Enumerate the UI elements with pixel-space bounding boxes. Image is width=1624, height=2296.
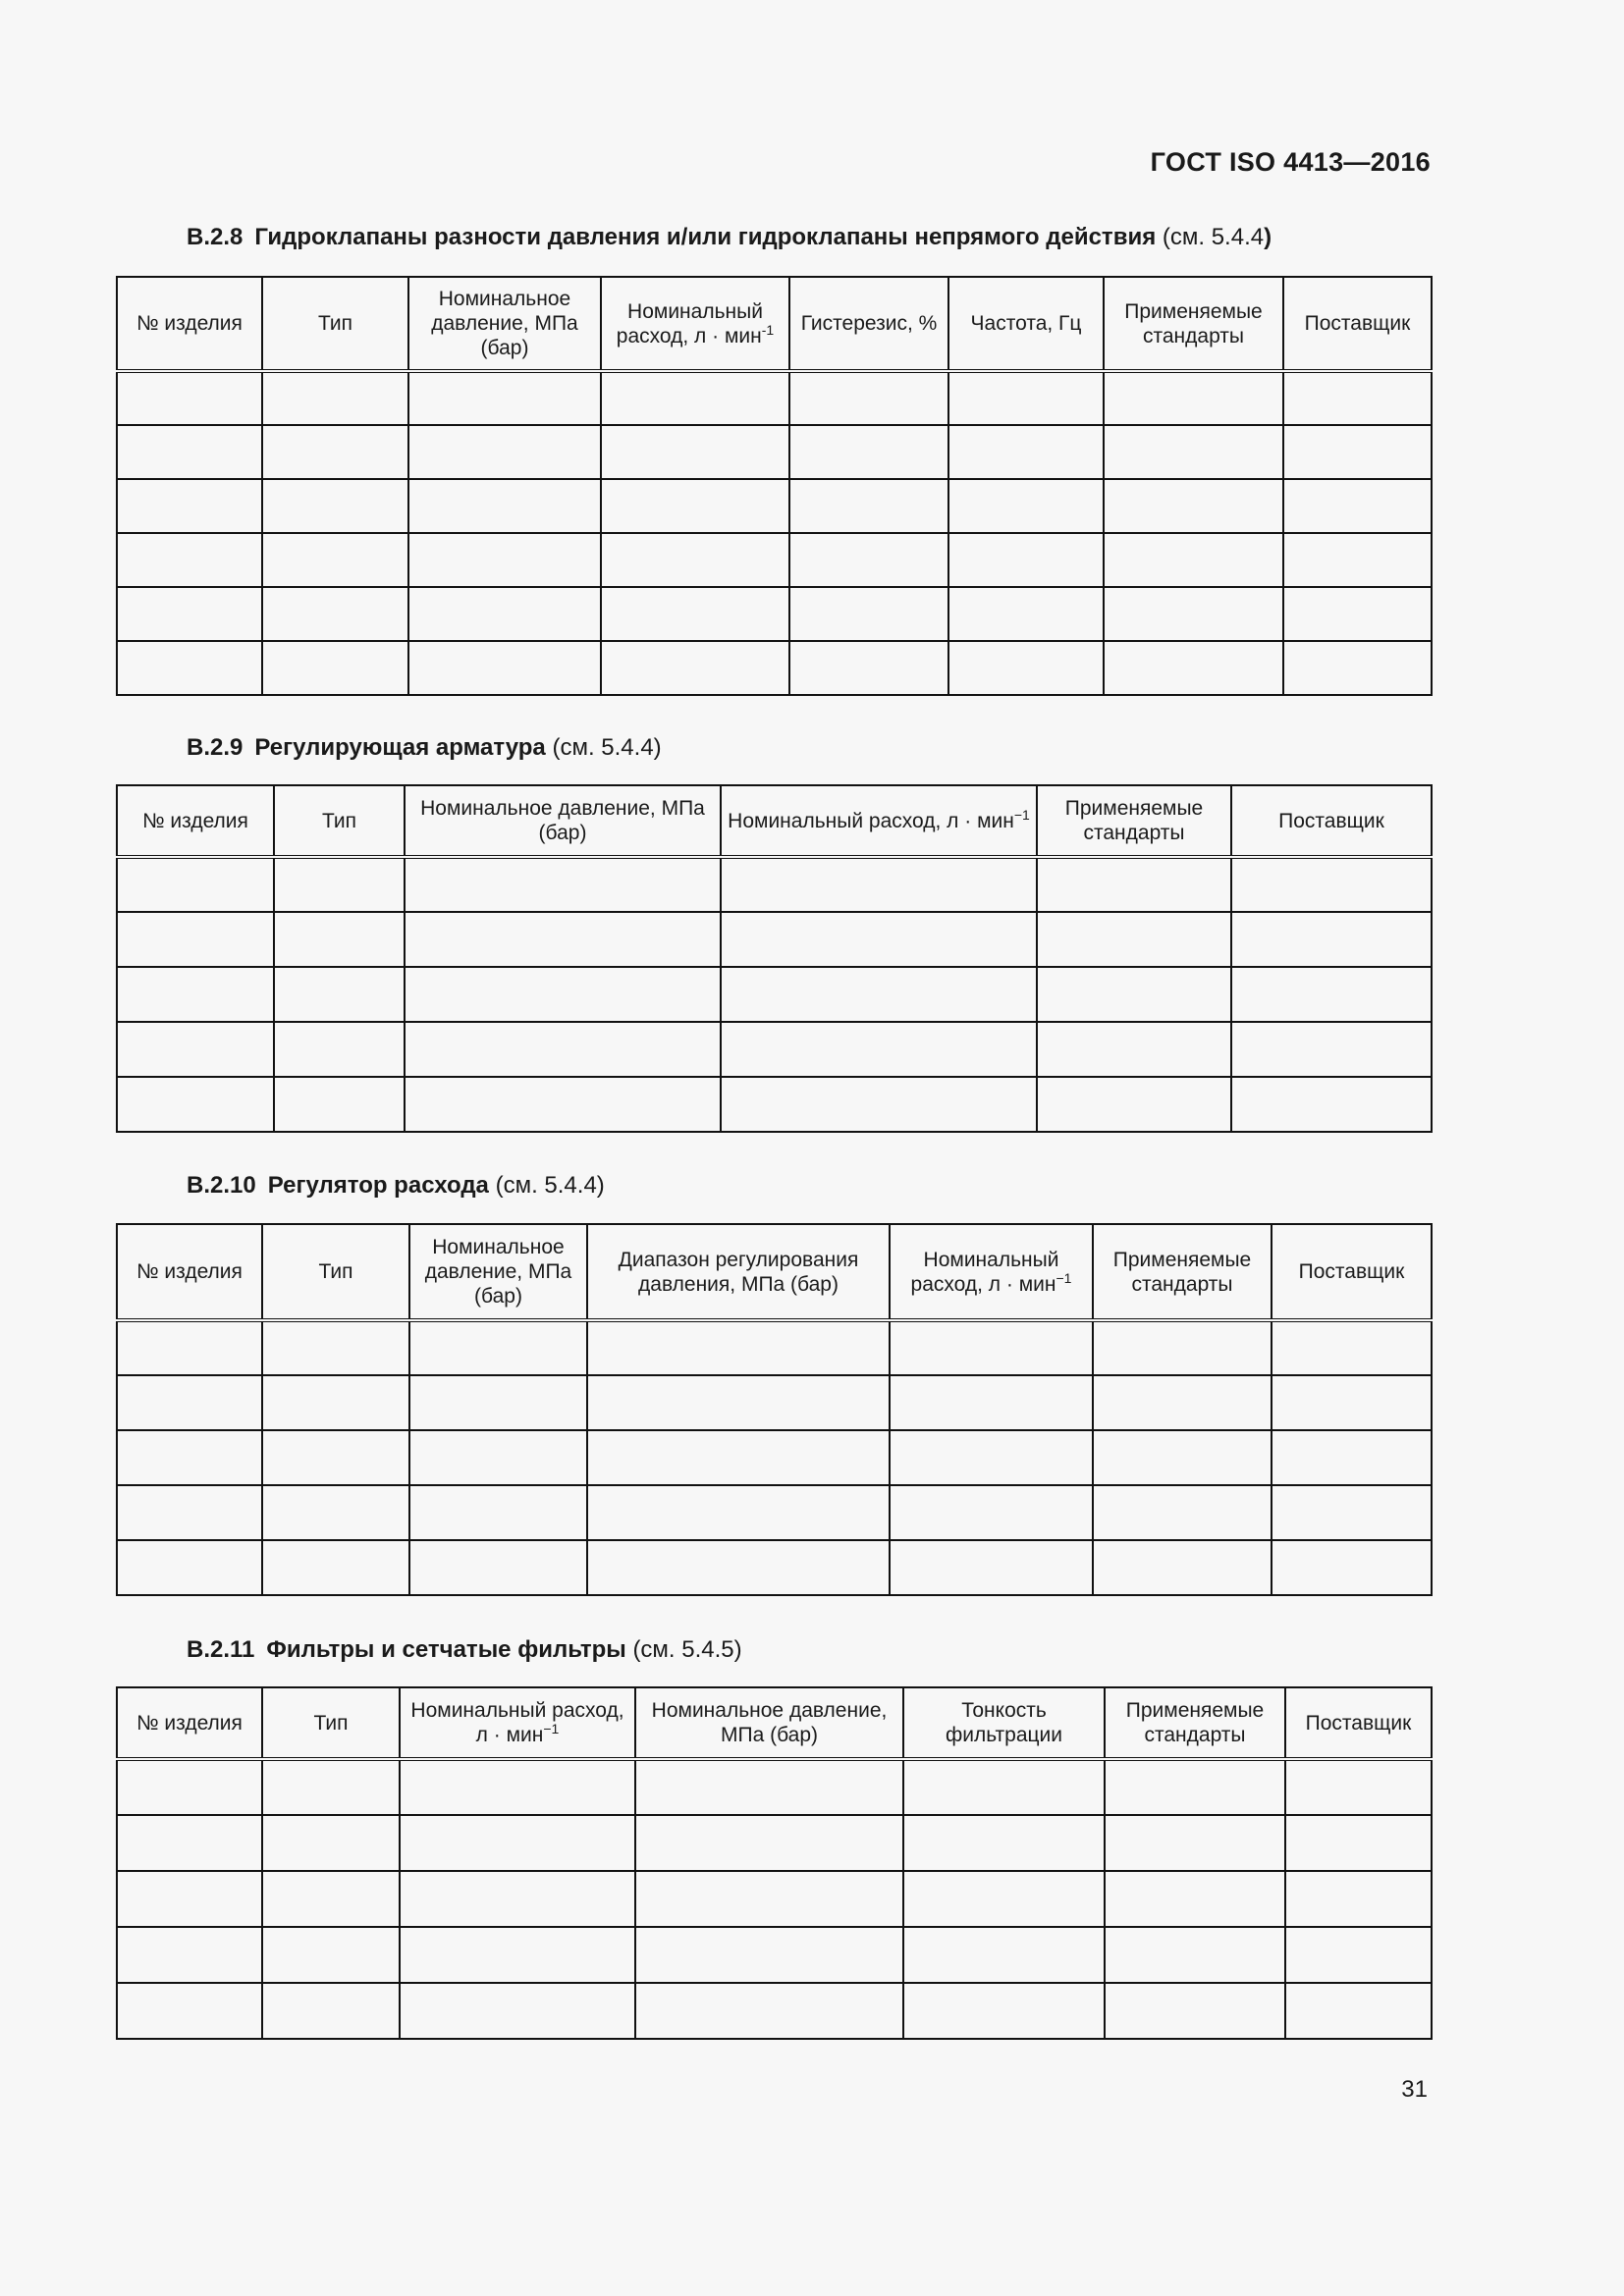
table-b28 bbox=[116, 276, 1433, 696]
column-header-superscript: −1 bbox=[543, 1721, 560, 1736]
table-row bbox=[117, 912, 1432, 967]
section-number: B.2.9 bbox=[187, 734, 244, 761]
table-cell[interactable] bbox=[601, 425, 789, 479]
table-cell[interactable] bbox=[262, 533, 408, 587]
table-cell[interactable] bbox=[409, 1320, 587, 1375]
column-header bbox=[1283, 277, 1432, 371]
table-b29 bbox=[116, 784, 1433, 1133]
section-title-b210 bbox=[187, 1172, 605, 1200]
section-reference-close: ) bbox=[1264, 224, 1272, 250]
section-reference: (см. 5.4.4 bbox=[1162, 224, 1265, 250]
table-cell[interactable] bbox=[1272, 1320, 1432, 1375]
table-row bbox=[117, 533, 1432, 587]
table-cell[interactable] bbox=[1037, 967, 1231, 1022]
table-row bbox=[117, 1540, 1432, 1595]
table-cell[interactable] bbox=[890, 1320, 1093, 1375]
section-reference: (см. 5.4.4) bbox=[552, 734, 662, 761]
table-cell[interactable] bbox=[262, 1983, 400, 2039]
page-number: 31 bbox=[1401, 2076, 1428, 2103]
table-cell[interactable] bbox=[948, 587, 1104, 641]
table-cell[interactable] bbox=[789, 479, 948, 533]
table-cell[interactable] bbox=[117, 425, 262, 479]
column-header-text: № изделия bbox=[136, 1260, 243, 1283]
table-row bbox=[117, 1485, 1432, 1540]
column-header bbox=[117, 785, 274, 857]
table-cell[interactable] bbox=[408, 371, 601, 425]
table-cell[interactable] bbox=[1037, 912, 1231, 967]
table-cell[interactable] bbox=[890, 1540, 1093, 1595]
column-header-superscript: −1 bbox=[1056, 1269, 1072, 1286]
table-cell[interactable] bbox=[721, 857, 1037, 912]
table-row bbox=[117, 1375, 1432, 1430]
table-cell[interactable] bbox=[274, 912, 405, 967]
section-name: Регулирующая арматура bbox=[254, 734, 546, 761]
table-cell[interactable] bbox=[117, 1983, 262, 2039]
column-header-superscript: −1 bbox=[1013, 806, 1030, 823]
column-header bbox=[117, 1687, 262, 1759]
section-number: B.2.10 bbox=[187, 1172, 256, 1199]
table-cell[interactable] bbox=[117, 1927, 262, 1983]
table-cell[interactable] bbox=[789, 425, 948, 479]
table-cell[interactable] bbox=[117, 1077, 274, 1132]
section-number: B.2.11 bbox=[187, 1636, 255, 1663]
column-header-text: Номинальный расход, л · мин bbox=[410, 1699, 624, 1746]
column-header bbox=[1037, 785, 1231, 857]
column-header-text: Номинальное давление, МПа (бар) bbox=[651, 1699, 888, 1746]
table-cell[interactable] bbox=[1105, 1759, 1285, 1815]
column-header bbox=[117, 277, 262, 371]
table-cell[interactable] bbox=[262, 641, 408, 695]
table-cell[interactable] bbox=[635, 1927, 903, 1983]
table-cell[interactable] bbox=[1105, 1815, 1285, 1871]
table-cell[interactable] bbox=[948, 641, 1104, 695]
section-title-b211 bbox=[187, 1636, 742, 1664]
section-reference: (см. 5.4.5) bbox=[632, 1636, 742, 1663]
table-cell[interactable] bbox=[1037, 1022, 1231, 1077]
column-header-text: Применяемые стандарты bbox=[1112, 1248, 1252, 1296]
table-cell[interactable] bbox=[400, 1927, 635, 1983]
table-cell[interactable] bbox=[601, 641, 789, 695]
table-cell[interactable] bbox=[1231, 967, 1432, 1022]
table-row bbox=[117, 1759, 1432, 1815]
table-cell[interactable] bbox=[1283, 479, 1432, 533]
table-cell[interactable] bbox=[1104, 425, 1283, 479]
column-header-superscript: -1 bbox=[761, 321, 775, 338]
table-cell[interactable] bbox=[274, 1022, 405, 1077]
table-cell[interactable] bbox=[408, 641, 601, 695]
table-cell[interactable] bbox=[117, 587, 262, 641]
table-cell[interactable] bbox=[1104, 479, 1283, 533]
column-header bbox=[635, 1687, 903, 1759]
table-cell[interactable] bbox=[1093, 1485, 1272, 1540]
table-cell[interactable] bbox=[1104, 641, 1283, 695]
table-cell[interactable] bbox=[1231, 1077, 1432, 1132]
table-cell[interactable] bbox=[1283, 533, 1432, 587]
table-cell[interactable] bbox=[721, 912, 1037, 967]
table-row bbox=[117, 1430, 1432, 1485]
table-cell[interactable] bbox=[117, 1871, 262, 1927]
table-cell[interactable] bbox=[587, 1540, 890, 1595]
column-header-text: Применяемые стандарты bbox=[1124, 299, 1263, 347]
column-header bbox=[890, 1224, 1093, 1320]
column-header-text: Применяемые стандарты bbox=[1125, 1699, 1265, 1746]
section-name: Фильтры и сетчатые фильтры bbox=[266, 1636, 626, 1663]
table-cell[interactable] bbox=[262, 1871, 400, 1927]
column-header bbox=[789, 277, 948, 371]
table-cell[interactable] bbox=[890, 1485, 1093, 1540]
table-cell[interactable] bbox=[405, 857, 721, 912]
column-header bbox=[408, 277, 601, 371]
table-cell[interactable] bbox=[721, 967, 1037, 1022]
table-cell[interactable] bbox=[890, 1430, 1093, 1485]
table-cell[interactable] bbox=[789, 641, 948, 695]
table-cell[interactable] bbox=[1105, 1927, 1285, 1983]
table-cell[interactable] bbox=[117, 1815, 262, 1871]
table-cell[interactable] bbox=[1231, 1022, 1432, 1077]
table-cell[interactable] bbox=[117, 1540, 262, 1595]
table-cell[interactable] bbox=[587, 1375, 890, 1430]
column-header bbox=[1105, 1687, 1285, 1759]
column-header bbox=[117, 1224, 262, 1320]
table-b210 bbox=[116, 1223, 1433, 1596]
table-cell[interactable] bbox=[117, 1375, 262, 1430]
column-header-text: Номинальный расход, л · мин bbox=[910, 1248, 1059, 1296]
column-header-text: Тонкость фильтрации bbox=[945, 1699, 1063, 1746]
column-header-text: Поставщик bbox=[1305, 1711, 1412, 1735]
column-header bbox=[721, 785, 1037, 857]
column-header bbox=[903, 1687, 1105, 1759]
column-header bbox=[262, 1224, 409, 1320]
table-cell[interactable] bbox=[405, 967, 721, 1022]
table-cell[interactable] bbox=[635, 1759, 903, 1815]
table-cell[interactable] bbox=[409, 1375, 587, 1430]
table-cell[interactable] bbox=[1104, 533, 1283, 587]
table-cell[interactable] bbox=[117, 967, 274, 1022]
table-body bbox=[117, 785, 1432, 1132]
table-cell[interactable] bbox=[903, 1871, 1105, 1927]
table-cell[interactable] bbox=[262, 1815, 400, 1871]
table-cell[interactable] bbox=[1272, 1540, 1432, 1595]
table-cell[interactable] bbox=[1104, 587, 1283, 641]
table-cell[interactable] bbox=[1283, 371, 1432, 425]
table-cell[interactable] bbox=[409, 1430, 587, 1485]
table-row bbox=[117, 1022, 1432, 1077]
column-header bbox=[262, 1687, 400, 1759]
header-row bbox=[117, 785, 1432, 857]
table-cell[interactable] bbox=[890, 1375, 1093, 1430]
table-cell[interactable] bbox=[601, 587, 789, 641]
table-row bbox=[117, 1871, 1432, 1927]
column-header-text: Гистерезис, % bbox=[800, 312, 938, 335]
table-cell[interactable] bbox=[409, 1540, 587, 1595]
table-cell[interactable] bbox=[587, 1430, 890, 1485]
table-cell[interactable] bbox=[262, 1320, 409, 1375]
table-cell[interactable] bbox=[262, 1375, 409, 1430]
table-cell[interactable] bbox=[117, 371, 262, 425]
column-header-text: Номинальный расход, л · мин bbox=[616, 299, 763, 347]
table-b211 bbox=[116, 1686, 1433, 2040]
table-cell[interactable] bbox=[635, 1871, 903, 1927]
table-cell[interactable] bbox=[262, 587, 408, 641]
table-body bbox=[117, 277, 1432, 695]
column-header bbox=[1272, 1224, 1432, 1320]
column-header bbox=[601, 277, 789, 371]
table-row bbox=[117, 1927, 1432, 1983]
table-cell[interactable] bbox=[408, 479, 601, 533]
column-header bbox=[400, 1687, 635, 1759]
column-header-text: Тип bbox=[318, 1260, 353, 1283]
table-cell[interactable] bbox=[789, 587, 948, 641]
table-cell[interactable] bbox=[601, 371, 789, 425]
table-cell[interactable] bbox=[1285, 1759, 1432, 1815]
table-cell[interactable] bbox=[1283, 425, 1432, 479]
table-cell[interactable] bbox=[274, 1077, 405, 1132]
table-row bbox=[117, 371, 1432, 425]
table-row bbox=[117, 1320, 1432, 1375]
column-header-text: Тип bbox=[321, 809, 356, 832]
column-header bbox=[1285, 1687, 1432, 1759]
header-row bbox=[117, 1224, 1432, 1320]
table-cell[interactable] bbox=[948, 533, 1104, 587]
table-row bbox=[117, 1815, 1432, 1871]
table-cell[interactable] bbox=[117, 1430, 262, 1485]
table-cell[interactable] bbox=[262, 1540, 409, 1595]
table-cell[interactable] bbox=[117, 1320, 262, 1375]
table-cell[interactable] bbox=[400, 1983, 635, 2039]
table-row bbox=[117, 587, 1432, 641]
table-cell[interactable] bbox=[1285, 1927, 1432, 1983]
section-name: Регулятор расхода bbox=[267, 1172, 489, 1199]
column-header bbox=[587, 1224, 890, 1320]
column-header-text: № изделия bbox=[136, 312, 243, 335]
table-row bbox=[117, 857, 1432, 912]
table-cell[interactable] bbox=[1093, 1540, 1272, 1595]
column-header-text: Номинальное давление, МПа (бар) bbox=[431, 288, 578, 359]
table-cell[interactable] bbox=[789, 371, 948, 425]
table-cell[interactable] bbox=[262, 1430, 409, 1485]
table-cell[interactable] bbox=[721, 1022, 1037, 1077]
table-cell[interactable] bbox=[903, 1983, 1105, 2039]
table-cell[interactable] bbox=[948, 479, 1104, 533]
table-cell[interactable] bbox=[400, 1871, 635, 1927]
column-header bbox=[1231, 785, 1432, 857]
table-cell[interactable] bbox=[587, 1485, 890, 1540]
column-header-text: Поставщик bbox=[1304, 312, 1411, 335]
table-cell[interactable] bbox=[1037, 857, 1231, 912]
table-cell[interactable] bbox=[117, 1022, 274, 1077]
table-cell[interactable] bbox=[117, 857, 274, 912]
table-cell[interactable] bbox=[262, 425, 408, 479]
header-row bbox=[117, 1687, 1432, 1759]
column-header bbox=[405, 785, 721, 857]
section-title-b29 bbox=[187, 734, 662, 762]
column-header-text: Номинальное давление, МПа (бар) bbox=[424, 1236, 572, 1308]
column-header bbox=[1093, 1224, 1272, 1320]
column-header-text: Тип bbox=[313, 1711, 349, 1735]
column-header bbox=[1104, 277, 1283, 371]
table-row bbox=[117, 967, 1432, 1022]
column-header bbox=[274, 785, 405, 857]
document-header: ГОСТ ISO 4413—2016 bbox=[1150, 147, 1431, 177]
table-cell[interactable] bbox=[721, 1077, 1037, 1132]
table-row bbox=[117, 1983, 1432, 2039]
column-header-text: Поставщик bbox=[1278, 809, 1384, 832]
table-cell[interactable] bbox=[1093, 1320, 1272, 1375]
table-cell[interactable] bbox=[903, 1815, 1105, 1871]
column-header-text: Номинальный расход, л · мин bbox=[728, 809, 1014, 832]
table-cell[interactable] bbox=[948, 371, 1104, 425]
table-cell[interactable] bbox=[117, 533, 262, 587]
table-cell[interactable] bbox=[1104, 371, 1283, 425]
table-cell[interactable] bbox=[1105, 1983, 1285, 2039]
table-cell[interactable] bbox=[274, 857, 405, 912]
column-header bbox=[409, 1224, 587, 1320]
column-header bbox=[262, 277, 408, 371]
table-cell[interactable] bbox=[117, 1485, 262, 1540]
table-cell[interactable] bbox=[1283, 641, 1432, 695]
table-cell[interactable] bbox=[405, 912, 721, 967]
table-cell[interactable] bbox=[262, 1485, 409, 1540]
table-cell[interactable] bbox=[408, 587, 601, 641]
column-header-text: Частота, Гц bbox=[970, 312, 1082, 335]
table-cell[interactable] bbox=[635, 1983, 903, 2039]
table-cell[interactable] bbox=[262, 371, 408, 425]
table-cell[interactable] bbox=[1093, 1430, 1272, 1485]
header-row bbox=[117, 277, 1432, 371]
table-cell[interactable] bbox=[405, 1077, 721, 1132]
table-cell[interactable] bbox=[117, 912, 274, 967]
table-cell[interactable] bbox=[117, 479, 262, 533]
table-cell[interactable] bbox=[601, 533, 789, 587]
table-cell[interactable] bbox=[1285, 1983, 1432, 2039]
table-cell[interactable] bbox=[1285, 1871, 1432, 1927]
table-cell[interactable] bbox=[400, 1759, 635, 1815]
table-cell[interactable] bbox=[903, 1759, 1105, 1815]
table-cell[interactable] bbox=[408, 533, 601, 587]
column-header-text: Диапазон регулирования давления, МПа (бар) bbox=[618, 1248, 859, 1296]
table-cell[interactable] bbox=[635, 1815, 903, 1871]
table-row bbox=[117, 1077, 1432, 1132]
section-title-b28 bbox=[187, 224, 1272, 251]
table-cell[interactable] bbox=[1283, 587, 1432, 641]
table-cell[interactable] bbox=[405, 1022, 721, 1077]
table-cell[interactable] bbox=[117, 1759, 262, 1815]
table-cell[interactable] bbox=[262, 1759, 400, 1815]
column-header-text: Тип bbox=[317, 312, 352, 335]
table-row bbox=[117, 479, 1432, 533]
table-cell[interactable] bbox=[409, 1485, 587, 1540]
column-header-text: № изделия bbox=[142, 809, 248, 832]
section-reference: (см. 5.4.4) bbox=[495, 1172, 605, 1199]
column-header-text: Номинальное давление, МПа (бар) bbox=[420, 797, 705, 844]
table-cell[interactable] bbox=[1231, 857, 1432, 912]
table-row bbox=[117, 641, 1432, 695]
table-body bbox=[117, 1224, 1432, 1595]
table-row bbox=[117, 425, 1432, 479]
table-cell[interactable] bbox=[1272, 1430, 1432, 1485]
column-header-text: Поставщик bbox=[1298, 1260, 1405, 1283]
table-cell[interactable] bbox=[117, 641, 262, 695]
table-body bbox=[117, 1687, 1432, 2039]
table-cell[interactable] bbox=[601, 479, 789, 533]
section-number: B.2.8 bbox=[187, 224, 244, 250]
table-cell[interactable] bbox=[903, 1927, 1105, 1983]
table-cell[interactable] bbox=[1037, 1077, 1231, 1132]
table-cell[interactable] bbox=[1105, 1871, 1285, 1927]
table-cell[interactable] bbox=[262, 479, 408, 533]
table-cell[interactable] bbox=[789, 533, 948, 587]
table-cell[interactable] bbox=[1093, 1375, 1272, 1430]
table-cell[interactable] bbox=[1285, 1815, 1432, 1871]
column-header bbox=[948, 277, 1104, 371]
table-cell[interactable] bbox=[1272, 1375, 1432, 1430]
table-cell[interactable] bbox=[274, 967, 405, 1022]
table-cell[interactable] bbox=[587, 1320, 890, 1375]
table-cell[interactable] bbox=[408, 425, 601, 479]
column-header-text: № изделия bbox=[136, 1711, 243, 1735]
section-name: Гидроклапаны разности давления и/или гидроклапаны непрямого действия bbox=[254, 224, 1157, 250]
table-cell[interactable] bbox=[1272, 1485, 1432, 1540]
table-cell[interactable] bbox=[400, 1815, 635, 1871]
table-cell[interactable] bbox=[262, 1927, 400, 1983]
table-cell[interactable] bbox=[948, 425, 1104, 479]
column-header-text: Применяемые стандарты bbox=[1064, 797, 1204, 844]
table-cell[interactable] bbox=[1231, 912, 1432, 967]
